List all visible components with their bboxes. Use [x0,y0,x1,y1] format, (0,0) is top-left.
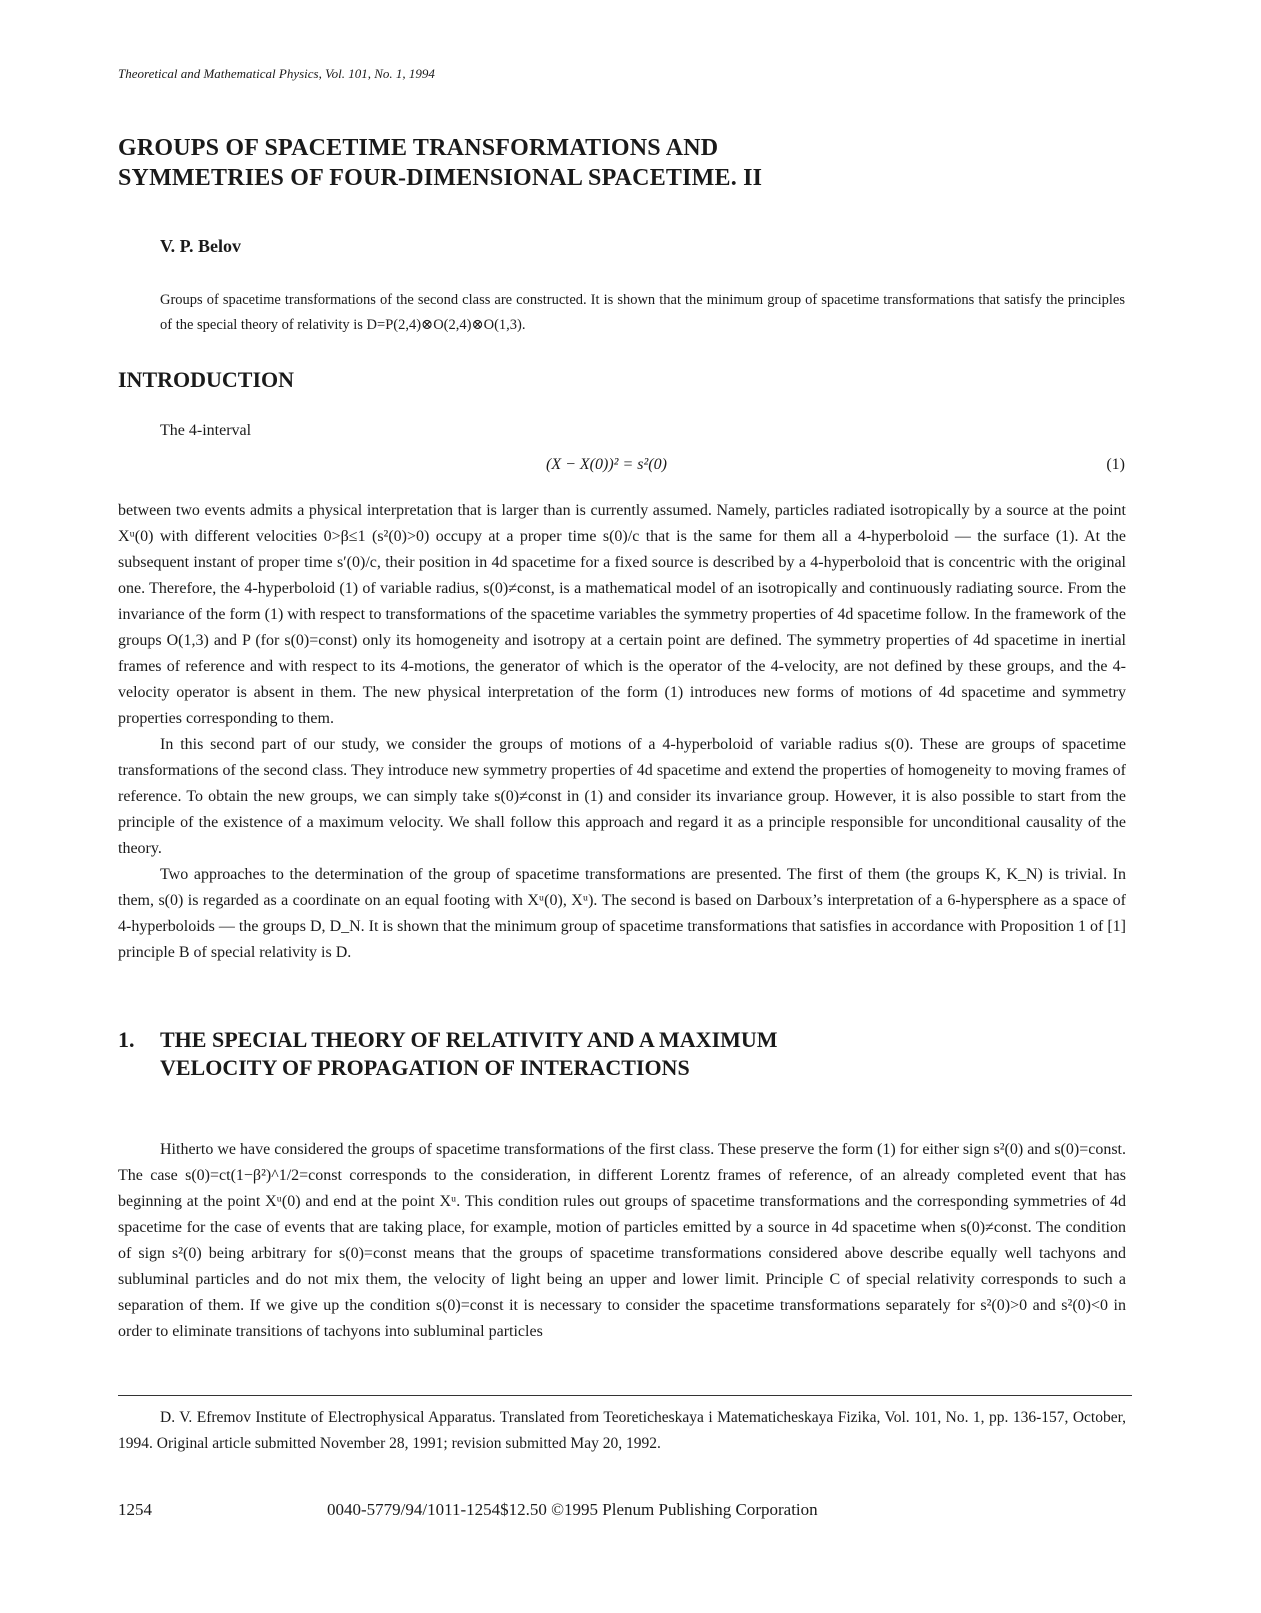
section-number: 1. [118,1027,135,1052]
footnote-divider [118,1395,1132,1396]
section-1-paragraph: Hitherto we have considered the groups of spacetime transformations of the first class. These preserve the form (1) for either sign s²(0) and s(0)=const. The case s(0)=ct(1−β²)^1/2=const corresponds to the consideration, in different Lorentz frames of reference, of an already completed event that has beginning at the point Xᵘ(0) and end at the point Xᵘ. This condition rules out groups of spacetime transformations and the corresponding symmetries of 4d spacetime for the case of events that are taking place, for example, motion of particles emitted by a source in 4d spacetime when s(0)≠const. The condition of sign s²(0) being arbitrary for s(0)=const means that the groups of spacetime transformations considered above describe equally well tachyons and subluminal particles and do not mix them, the velocity of light being an upper and lower limit. Principle C of special relativity corresponds to such a separation of them. If we give up the condition s(0)=const it is necessary to consider the spacetime transformations separately for s²(0)>0 and s²(0)<0 in order to eliminate transitions of tachyons into subluminal particles [118,1141,1126,1340]
title-line-2: SYMMETRIES OF FOUR-DIMENSIONAL SPACETIME. II [118,165,763,191]
footnote: D. V. Efremov Institute of Electrophysical Apparatus. Translated from Teoreticheskaya i Matematicheskaya Fizika, Vol. 101, No. 1, pp. 136-157, October, 1994. Original article submitted November 28, 1991; revision submitted May 20, 1992. [118,1409,1126,1452]
intro-lead-text: The 4-interval [160,422,252,439]
copyright-line: 0040-5779/94/1011-1254$12.50 ©1995 Plenum Publishing Corporation [327,1500,818,1519]
title-line-1: GROUPS OF SPACETIME TRANSFORMATIONS AND [118,135,719,161]
journal-citation: Theoretical and Mathematical Physics, Vol. 101, No. 1, 1994 [118,66,435,81]
introduction-body [118,498,1126,966]
page-number: 1254 [118,1500,152,1519]
article-title [118,133,1118,193]
section-heading-1-line-1: THE SPECIAL THEORY OF RELATIVITY AND A MAXIMUM [160,1027,778,1052]
equation-number: (1) [1106,456,1125,473]
intro-paragraph-2: In this second part of our study, we consider the groups of motions of a 4-hyperboloid of variable radius s(0). These are groups of spacetime transformations of the second class. They introduce new symmetry properties of 4d spacetime and extend the properties of homogeneity to moving frames of reference. To obtain the new groups, we can simply take s(0)≠const in (1) and consider its invariance group. However, it is also possible to start from the principle of the existence of a maximum velocity. We shall follow this approach and regard it as a principle responsible for unconditional causality of the theory. [118,736,1126,857]
section-heading-1-line-2: VELOCITY OF PROPAGATION OF INTERACTIONS [160,1055,690,1080]
section-heading-introduction: INTRODUCTION [118,367,295,392]
author-name: V. P. Belov [160,236,242,256]
section-heading-1 [160,1026,1060,1082]
intro-paragraph-3: Two approaches to the determination of the group of spacetime transformations are presented. The first of them (the groups K, K_N) is trivial. In them, s(0) is regarded as a coordinate on an equal footing with Xᵘ(0), Xᵘ). The second is based on Darboux’s interpretation of a 6-hypersphere as a space of 4-hyperboloids — the groups D, D_N. It is shown that the minimum group of spacetime transformations that satisfies in accordance with Proposition 1 of [1] principle B of special relativity is D. [118,866,1126,961]
intro-paragraph-1: between two events admits a physical interpretation that is larger than is currently assumed. Namely, particles radiated isotropically by a source at the point Xᵘ(0) with different velocities 0>β≤1 (s²(0)>0) occupy at a proper time s(0)/c that is the same for them all a 4-hyperboloid — the surface (1). At the subsequent instant of proper time s′(0)/c, their position in 4d spacetime for a fixed source is described by a 4-hyperboloid that is concentric with the original one. Therefore, the 4-hyperboloid (1) of variable radius, s(0)≠const, is a mathematical model of an isotropically and continuously radiating source. From the invariance of the form (1) with respect to transformations of the spacetime variables the symmetry properties of 4d spacetime follow. In the framework of the groups O(1,3) and P (for s(0)=const) only its homogeneity and isotropy at a certain point are defined. The symmetry properties of 4d spacetime in inertial frames of reference and with respect to its 4-motions, the generator of which is the operator of the 4-velocity, are not defined by these groups, and the 4-velocity operator is absent in them. The new physical interpretation of the form (1) introduces new forms of motions of 4d spacetime and symmetry properties corresponding to them. [118,502,1126,727]
abstract: Groups of spacetime transformations of the second class are constructed. It is shown that the minimum group of spacetime transformations that satisfy the principles of the special theory of relativity is D=P(2,4)⊗O(2,4)⊗O(1,3). [160,292,1125,333]
section-1-body [118,1137,1126,1345]
equation-1: (X − X(0))² = s²(0) [546,456,667,473]
